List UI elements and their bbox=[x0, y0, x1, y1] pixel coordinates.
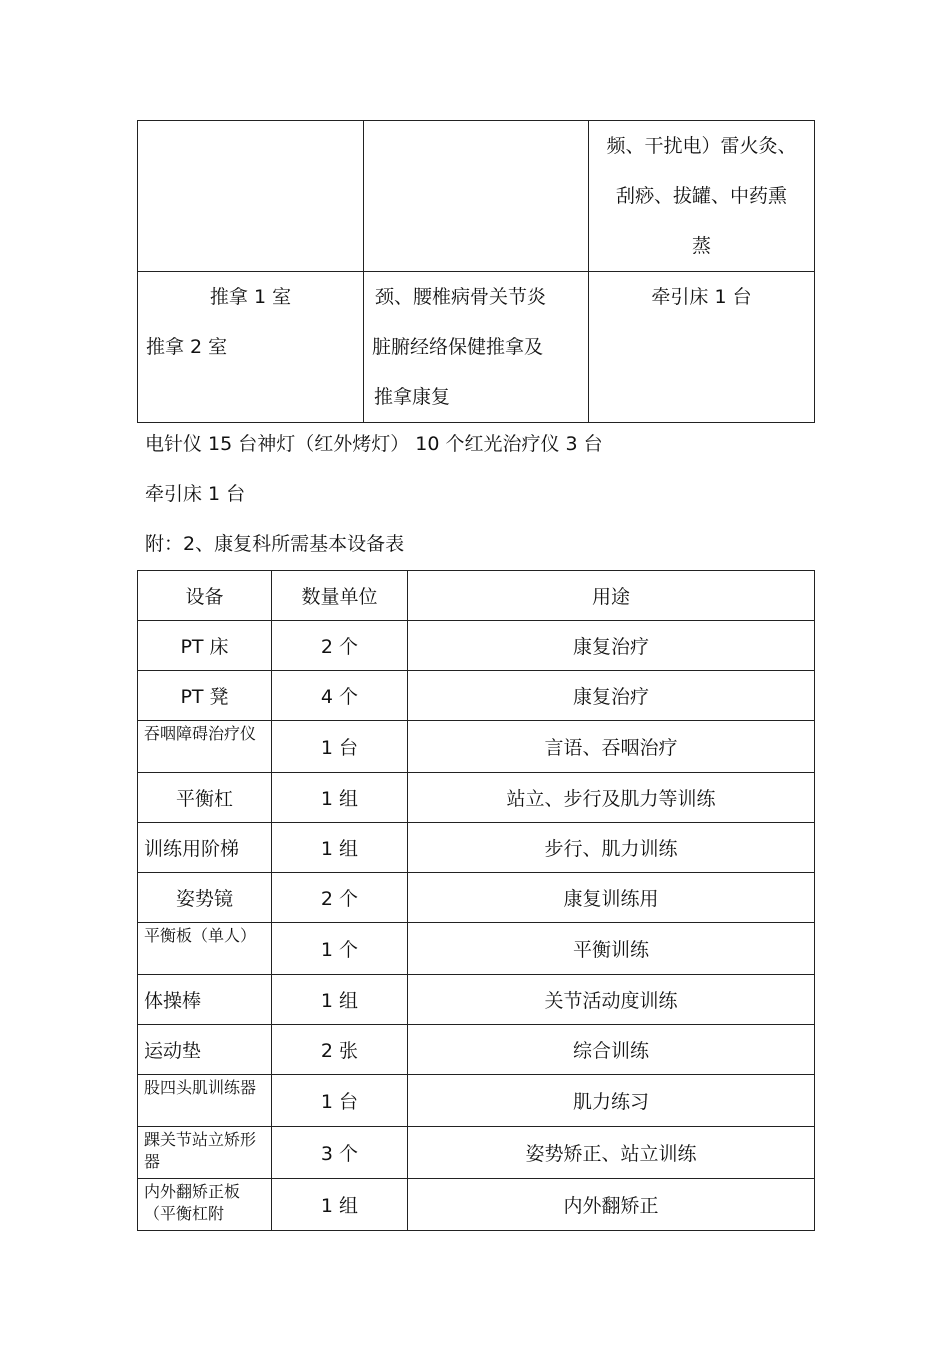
facility-table-continuation bbox=[137, 120, 815, 423]
traction-bed-line: 牵引床 1 台 bbox=[145, 483, 246, 505]
equipment-name: 体操棒 bbox=[138, 975, 272, 1025]
cell-text: 颈、腰椎病骨关节炎 bbox=[375, 286, 547, 308]
equipment-qty: 1 台 bbox=[272, 1075, 408, 1127]
equipment-use: 综合训练 bbox=[408, 1025, 815, 1075]
equipment-name: PT 床 bbox=[138, 621, 272, 671]
equipment-qty: 1 组 bbox=[272, 1179, 408, 1231]
table-row bbox=[138, 1179, 815, 1231]
cell-text: 蒸 bbox=[691, 235, 711, 257]
table-row bbox=[138, 121, 815, 272]
equipment-name: 训练用阶梯 bbox=[138, 823, 272, 873]
equipment-qty: 3 个 bbox=[272, 1127, 408, 1179]
table-cell bbox=[589, 272, 815, 423]
table-row bbox=[138, 773, 815, 823]
table-row bbox=[138, 1025, 815, 1075]
equipment-use: 站立、步行及肌力等训练 bbox=[408, 773, 815, 823]
equipment-use: 康复训练用 bbox=[408, 873, 815, 923]
equipment-name: 平衡杠 bbox=[138, 773, 272, 823]
cell-text: 牵引床 1 台 bbox=[651, 286, 752, 308]
table-row bbox=[138, 1127, 815, 1179]
cell-text: 频、干扰电）雷火灸、 bbox=[606, 135, 797, 157]
equipment-name: PT 凳 bbox=[138, 671, 272, 721]
equipment-name: 踝关节站立矫形器 bbox=[138, 1127, 272, 1179]
equipment-use: 平衡训练 bbox=[408, 923, 815, 975]
table-row bbox=[138, 621, 815, 671]
equipment-name: 平衡板（单人） bbox=[138, 923, 272, 975]
table-row bbox=[138, 975, 815, 1025]
equipment-name: 姿势镜 bbox=[138, 873, 272, 923]
equipment-qty: 1 台 bbox=[272, 721, 408, 773]
equipment-qty: 1 组 bbox=[272, 823, 408, 873]
equipment-use: 言语、吞咽治疗 bbox=[408, 721, 815, 773]
header-cell: 用途 bbox=[408, 571, 815, 621]
cell-text: 推拿 1 室 bbox=[209, 286, 292, 308]
equipment-name: 运动垫 bbox=[138, 1025, 272, 1075]
header-cell: 数量单位 bbox=[272, 571, 408, 621]
equipment-qty: 1 组 bbox=[272, 773, 408, 823]
equipment-summary-line: 电针仪 15 台神灯（红外烤灯） 10 个红光治疗仪 3 台 bbox=[145, 433, 603, 455]
equipment-qty: 1 个 bbox=[272, 923, 408, 975]
equipment-use: 肌力练习 bbox=[408, 1075, 815, 1127]
cell-text: 推拿康复 bbox=[374, 386, 451, 408]
equipment-qty: 4 个 bbox=[272, 671, 408, 721]
table-row bbox=[138, 671, 815, 721]
header-cell: 设备 bbox=[138, 571, 272, 621]
equipment-name: 内外翻矫正板（平衡杠附 bbox=[138, 1179, 272, 1231]
table-cell bbox=[138, 121, 364, 272]
table-cell bbox=[138, 272, 364, 423]
cell-text: 刮痧、拔罐、中药熏 bbox=[615, 185, 787, 207]
table-cell bbox=[364, 121, 589, 272]
table-cell bbox=[364, 272, 589, 423]
table-header-row bbox=[138, 571, 815, 621]
equipment-qty: 1 组 bbox=[272, 975, 408, 1025]
cell-text: 脏腑经络保健推拿及 bbox=[372, 336, 544, 358]
table-row bbox=[138, 1075, 815, 1127]
equipment-qty: 2 个 bbox=[272, 873, 408, 923]
equipment-qty: 2 张 bbox=[272, 1025, 408, 1075]
table-row bbox=[138, 721, 815, 773]
table-row bbox=[138, 272, 815, 423]
appendix-title: 附：2、康复科所需基本设备表 bbox=[145, 533, 405, 555]
equipment-name: 吞咽障碍治疗仪 bbox=[138, 721, 272, 773]
equipment-qty: 2 个 bbox=[272, 621, 408, 671]
equipment-use: 内外翻矫正 bbox=[408, 1179, 815, 1231]
equipment-name: 股四头肌训练器 bbox=[138, 1075, 272, 1127]
equipment-use: 康复治疗 bbox=[408, 621, 815, 671]
table-row bbox=[138, 923, 815, 975]
table-cell bbox=[589, 121, 815, 272]
rehab-equipment-table bbox=[137, 570, 815, 1231]
equipment-use: 步行、肌力训练 bbox=[408, 823, 815, 873]
equipment-use: 关节活动度训练 bbox=[408, 975, 815, 1025]
equipment-use: 康复治疗 bbox=[408, 671, 815, 721]
cell-text: 推拿 2 室 bbox=[146, 336, 228, 358]
table-row bbox=[138, 823, 815, 873]
table-row bbox=[138, 873, 815, 923]
equipment-use: 姿势矫正、站立训练 bbox=[408, 1127, 815, 1179]
